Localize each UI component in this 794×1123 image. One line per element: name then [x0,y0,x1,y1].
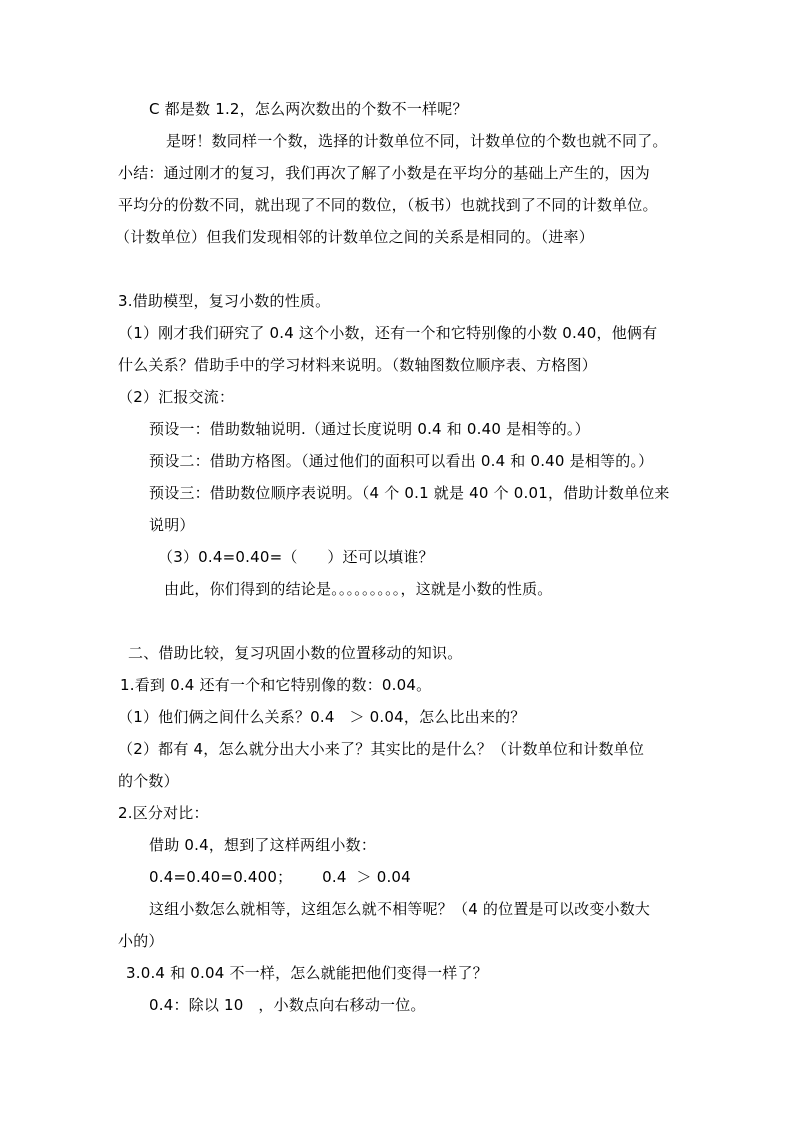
text-line: 平均分的份数不同，就出现了不同的数位，（板书）也就找到了不同的计数单位。 [118,196,658,214]
text-line: （3）0.4=0.40=（ ）还可以填谁？ [158,548,434,566]
text-line: 1.看到 0.4 还有一个和它特别像的数：0.04。 [120,676,432,694]
text-line: 预设一：借助数轴说明.（通过长度说明 0.4 和 0.40 是相等的。） [149,420,590,438]
text-line: （1）他们俩之间什么关系？0.4 ＞ 0.04，怎么比出来的？ [118,708,526,726]
text-line: 3.0.4 和 0.04 不一样，怎么就能把他们变得一样了？ [126,964,488,982]
text-line: 预设二：借助方格图。（通过他们的面积可以看出 0.4 和 0.40 是相等的。） [149,452,654,470]
text-line: 什么关系？借助手中的学习材料来说明。（数轴图数位顺序表、方格图） [118,356,597,374]
text-line: （1）刚才我们研究了 0.4 这个小数，还有一个和它特别像的小数 0.40，他俩有 [118,324,658,342]
text-line: （2）都有 4，怎么就分出大小来了？其实比的是什么？（计数单位和计数单位 [118,740,645,758]
text-line: （计数单位）但我们发现相邻的计数单位之间的关系是相同的。（进率） [115,228,594,246]
text-line: 借助 0.4，想到了这样两组小数： [149,836,377,854]
text-line: 0.4=0.40=0.400； 0.4 ＞ 0.04 [149,868,411,886]
text-line: 是呀！数同样一个数，选择的计数单位不同，计数单位的个数也就不同了。 [166,132,668,150]
text-line: 小结：通过刚才的复习，我们再次了解了小数是在平均分的基础上产生的，因为 [118,164,651,182]
text-line: 预设三：借助数位顺序表说明。（4 个 0.1 就是 40 个 0.01，借助计数单位来 [149,484,670,502]
section-heading: 3.借助模型，复习小数的性质。 [118,292,331,310]
text-line: 由此，你们得到的结论是。。。。。。。。。，这就是小数的性质。 [164,580,553,598]
section-heading: 二、借助比较，复习巩固小数的位置移动的知识。 [128,644,463,662]
text-line: 2.区分对比： [118,804,209,822]
text-line: 的个数） [118,772,179,790]
text-line: （2）汇报交流： [118,388,235,406]
text-line: 这组小数怎么就相等，这组怎么就不相等呢？（4 的位置是可以改变小数大 [149,900,651,918]
text-line: 0.4：除以 10 ，小数点向右移动一位。 [149,996,426,1014]
text-line: 说明） [149,516,195,534]
text-line: 小的） [118,932,164,950]
text-line: C 都是数 1.2，怎么两次数出的个数不一样呢？ [149,100,468,118]
